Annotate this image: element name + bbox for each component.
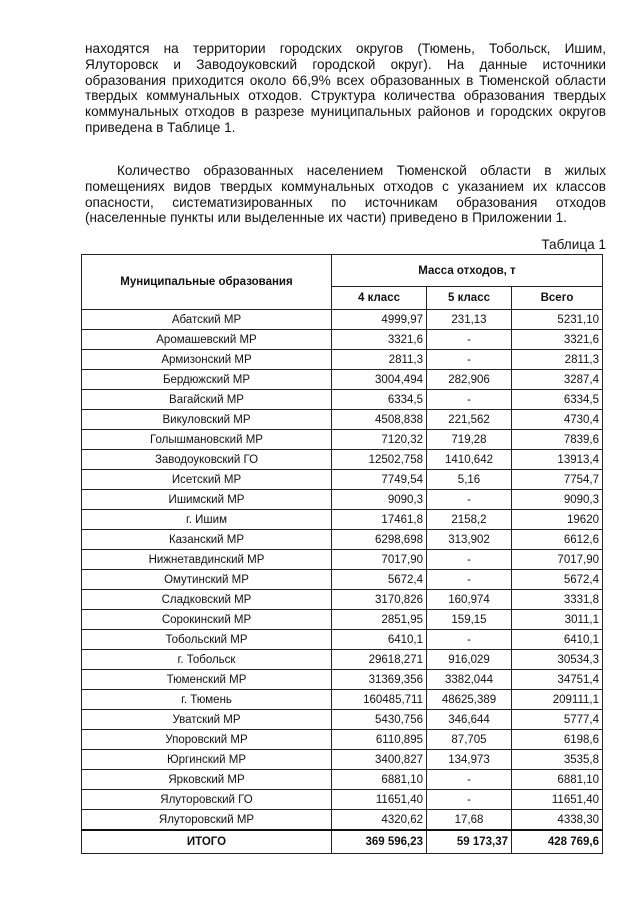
municipality-cell: Аромашевский МР [82,330,332,350]
table-row [82,430,603,450]
municipality-cell: Ишимский МР [82,490,332,510]
municipality-cell: Ялуторовский ГО [82,790,332,810]
class4-cell: 29618,271 [332,650,427,670]
class5-cell: 2158,2 [427,510,512,530]
class5-cell: 87,705 [427,730,512,750]
total-cell: 5231,10 [512,310,603,330]
table-row [82,810,603,831]
total-cell: 3287,4 [512,370,603,390]
class5-cell: 346,644 [427,710,512,730]
class5-cell: 1410,642 [427,450,512,470]
header-mass: Масса отходов, т [332,255,603,287]
municipality-cell: Армизонский МР [82,350,332,370]
total-cell: 6198,6 [512,730,603,750]
municipality-cell: Викуловский МР [82,410,332,430]
class4-cell: 4320,62 [332,810,427,831]
class5-cell: - [427,330,512,350]
class4-cell: 3400,827 [332,750,427,770]
table-row [82,630,603,650]
municipality-cell: Бердюжский МР [82,370,332,390]
table-row [82,550,603,570]
table-row [82,350,603,370]
total-cell: 2811,3 [512,350,603,370]
class5-cell: - [427,630,512,650]
table-row [82,710,603,730]
total-cell: 7839,6 [512,430,603,450]
paragraph-appendix-reference: Количество образованных населением Тюменской области в жилых помещениях видов твердых коммунальных отходов с указанием их классов опасности, систематизированных по источникам образования отходов (населенные пункты или выделенные их части) приведено в Приложении 1. [85,163,606,226]
municipality-cell: Ярковский МР [82,770,332,790]
class4-cell: 9090,3 [332,490,427,510]
total-cell: 11651,40 [512,790,603,810]
municipality-cell: Абатский МР [82,310,332,330]
class4-cell: 3321,6 [332,330,427,350]
municipality-cell: Вагайский МР [82,390,332,410]
class5-cell: - [427,490,512,510]
paragraph-intro: находятся на территории городских округов (Тюмень, Тобольск, Ишим, Ялуторовск и Заводоуковский городской округ). На данные источники образования приходится около 66,9% всех образованных в Тюменской области твердых коммунальных отходов. Структура количества образования твердых коммунальных отходов в разрезе муниципальных районов и городских округов приведена в Таблице 1. [85,41,606,135]
class4-cell: 31369,356 [332,670,427,690]
table-row [82,750,603,770]
class5-cell: - [427,770,512,790]
class5-cell: 719,28 [427,430,512,450]
class4-cell: 6410,1 [332,630,427,650]
class4-cell: 7017,90 [332,550,427,570]
municipality-cell: г. Ишим [82,510,332,530]
table-row [82,770,603,790]
total-cell: 6881,10 [512,770,603,790]
total-cell: 34751,4 [512,670,603,690]
municipality-cell: Голышмановский МР [82,430,332,450]
table-row [82,310,603,330]
municipality-cell: Упоровский МР [82,730,332,750]
table-row [82,730,603,750]
total-cell: 6410,1 [512,630,603,650]
table-row [82,530,603,550]
municipality-cell: Заводоуковский ГО [82,450,332,470]
class4-cell: 3170,826 [332,590,427,610]
table-body [82,310,603,854]
table-row [82,330,603,350]
table-row [82,450,603,470]
class4-cell: 6334,5 [332,390,427,410]
table-row [82,650,603,670]
table-row [82,370,603,390]
total-cell: 30534,3 [512,650,603,670]
class5-cell: 17,68 [427,810,512,831]
municipality-cell: Сладковский МР [82,590,332,610]
table-row [82,490,603,510]
municipality-cell: Тюменский МР [82,670,332,690]
total-class5-cell: 59 173,37 [427,830,512,854]
class5-cell: 134,973 [427,750,512,770]
total-cell: 7017,90 [512,550,603,570]
class4-cell: 6881,10 [332,770,427,790]
class5-cell: 916,029 [427,650,512,670]
table-row [82,570,603,590]
total-cell: 5777,4 [512,710,603,730]
table-row [82,590,603,610]
table-row [82,410,603,430]
class4-cell: 2851,95 [332,610,427,630]
total-cell: 4338,30 [512,810,603,831]
municipality-cell: Нижнетавдинский МР [82,550,332,570]
total-cell: 13913,4 [512,450,603,470]
total-cell: 7754,7 [512,470,603,490]
waste-mass-table [81,254,603,854]
table-row [82,470,603,490]
class4-cell: 5430,756 [332,710,427,730]
total-row [82,830,603,854]
table-row [82,790,603,810]
class5-cell: 160,974 [427,590,512,610]
municipality-cell: Уватский МР [82,710,332,730]
municipality-cell: Юргинский МР [82,750,332,770]
class5-cell: 231,13 [427,310,512,330]
class4-cell: 7749,54 [332,470,427,490]
class5-cell: 282,906 [427,370,512,390]
class5-cell: 3382,044 [427,670,512,690]
total-cell: 6334,5 [512,390,603,410]
municipality-cell: Тобольский МР [82,630,332,650]
class4-cell: 160485,711 [332,690,427,710]
class5-cell: - [427,350,512,370]
class5-cell: 48625,389 [427,690,512,710]
total-cell: 9090,3 [512,490,603,510]
header-class-5: 5 класс [427,287,512,310]
table-row [82,610,603,630]
header-total: Всего [512,287,603,310]
municipality-cell: г. Тобольск [82,650,332,670]
class5-cell: 221,562 [427,410,512,430]
class5-cell: - [427,390,512,410]
header-class-4: 4 класс [332,287,427,310]
class4-cell: 3004,494 [332,370,427,390]
total-cell: 3321,6 [512,330,603,350]
table-row [82,670,603,690]
total-label-cell: ИТОГО [82,830,332,854]
total-cell: 19620 [512,510,603,530]
total-cell: 3331,8 [512,590,603,610]
class4-cell: 12502,758 [332,450,427,470]
total-cell: 4730,4 [512,410,603,430]
class4-cell: 7120,32 [332,430,427,450]
municipality-cell: Казанский МР [82,530,332,550]
class4-cell: 4999,97 [332,310,427,330]
class5-cell: - [427,570,512,590]
table-row [82,510,603,530]
header-municipality: Муниципальные образования [82,255,332,310]
total-cell: 209111,1 [512,690,603,710]
municipality-cell: Омутинский МР [82,570,332,590]
municipality-cell: г. Тюмень [82,690,332,710]
class4-cell: 6110,895 [332,730,427,750]
total-cell: 6612,6 [512,530,603,550]
class4-cell: 11651,40 [332,790,427,810]
class5-cell: 159,15 [427,610,512,630]
municipality-cell: Сорокинский МР [82,610,332,630]
class4-cell: 4508,838 [332,410,427,430]
municipality-cell: Исетский МР [82,470,332,490]
class4-cell: 17461,8 [332,510,427,530]
class4-cell: 5672,4 [332,570,427,590]
class5-cell: 5,16 [427,470,512,490]
municipality-cell: Ялуторовский МР [82,810,332,831]
class4-cell: 2811,3 [332,350,427,370]
class4-cell: 6298,698 [332,530,427,550]
table-row [82,390,603,410]
total-class4-cell: 369 596,23 [332,830,427,854]
grand-total-cell: 428 769,6 [512,830,603,854]
total-cell: 5672,4 [512,570,603,590]
table-row [82,690,603,710]
table-caption: Таблица 1 [541,237,606,252]
total-cell: 3011,1 [512,610,603,630]
class5-cell: 313,902 [427,530,512,550]
class5-cell: - [427,550,512,570]
total-cell: 3535,8 [512,750,603,770]
class5-cell: - [427,790,512,810]
